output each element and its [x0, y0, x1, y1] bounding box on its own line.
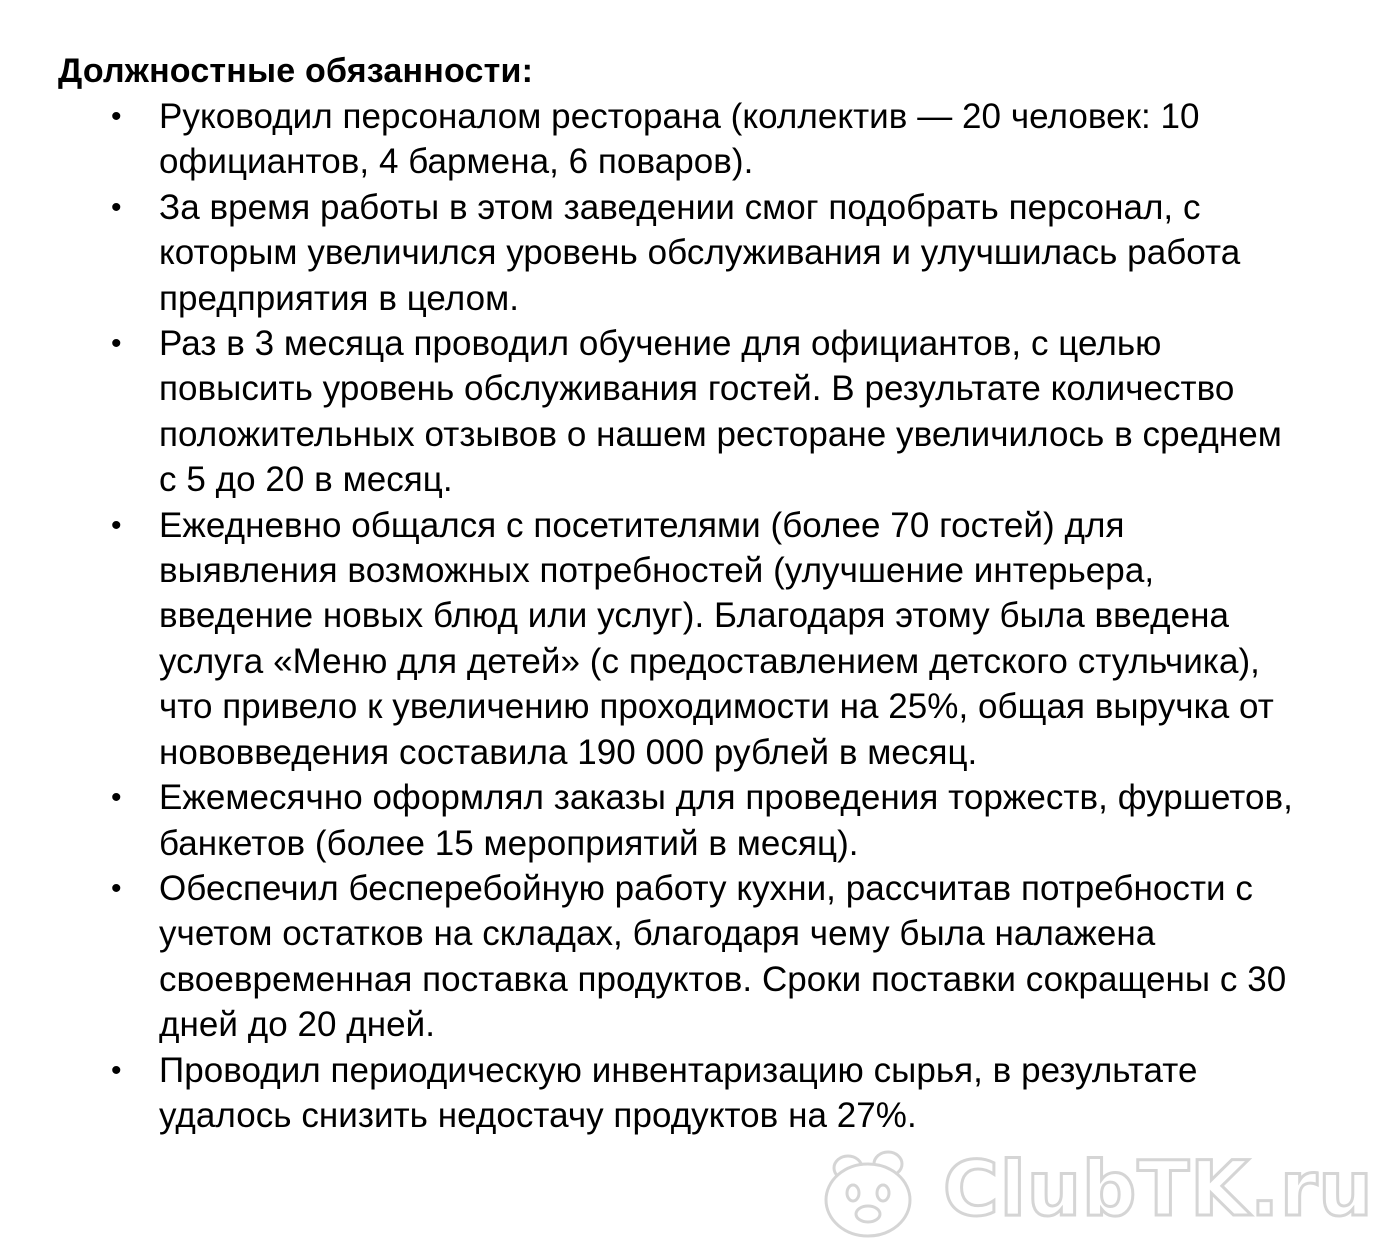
document-body	[58, 48, 1298, 1138]
list-item	[58, 866, 1299, 1048]
bullet-icon: •	[111, 190, 122, 224]
list-item	[58, 775, 1299, 866]
bullet-icon: •	[111, 100, 122, 133]
list-item-text: Проводил периодическую инвентаризацию сырья, в результате удалось снизить недостачу продуктов на 27%.	[159, 1050, 1198, 1135]
watermark-text: ClubTK.ru	[943, 1144, 1374, 1233]
duties-list	[58, 94, 1298, 1138]
section-heading: Должностные обязанности:	[58, 52, 534, 90]
list-item	[58, 503, 1299, 775]
bullet-icon: •	[111, 327, 122, 361]
list-item-text: Руководил персоналом ресторана (коллектив — 20 человек: 10 официантов, 4 бармена, 6 поваров).	[159, 97, 1200, 182]
list-item	[58, 185, 1299, 321]
list-item-text: За время работы в этом заведении смог подобрать персонал, с которым увеличился уровень обслуживания и улучшилась работа предприятия в целом.	[159, 187, 1241, 318]
bullet-icon: •	[111, 871, 122, 905]
mascot-icon	[808, 1138, 948, 1245]
bullet-icon: •	[111, 781, 122, 815]
bullet-icon: •	[111, 1053, 122, 1087]
list-item-text: Раз в 3 месяца проводил обучение для официантов, с целью повысить уровень обслуживания гостей. В результате количество положительных отзывов о нашем ресторане увеличилось в среднем с 5 до 20 в месяц.	[159, 324, 1282, 500]
list-item-text: Обеспечил бесперебойную работу кухни, рассчитав потребности с учетом остатков на складах, благодаря чему была налажена своевременная поставка продуктов. Сроки поставки сокращены с 30 дней до 20 дней.	[159, 868, 1287, 1045]
list-item-text: Ежедневно общался с посетителями (более 70 гостей) для выявления возможных потребностей (улучшение интерьера, введение новых блюд или услуг). Благодаря этому была введена услуга «Меню для детей» (с предоставлением детского стульчика), что привело к увеличению проходимости на 25%, общая выручка от нововведения составила 190 000 рублей в месяц.	[159, 505, 1274, 772]
list-item	[58, 94, 1299, 185]
list-item-text: Ежемесячно оформлял заказы для проведения торжеств, фуршетов, банкетов (более 15 мероприятий в месяц).	[159, 778, 1293, 863]
bullet-icon: •	[111, 508, 122, 542]
list-item	[58, 1048, 1299, 1139]
list-item	[58, 321, 1299, 503]
watermark	[808, 1138, 1374, 1245]
